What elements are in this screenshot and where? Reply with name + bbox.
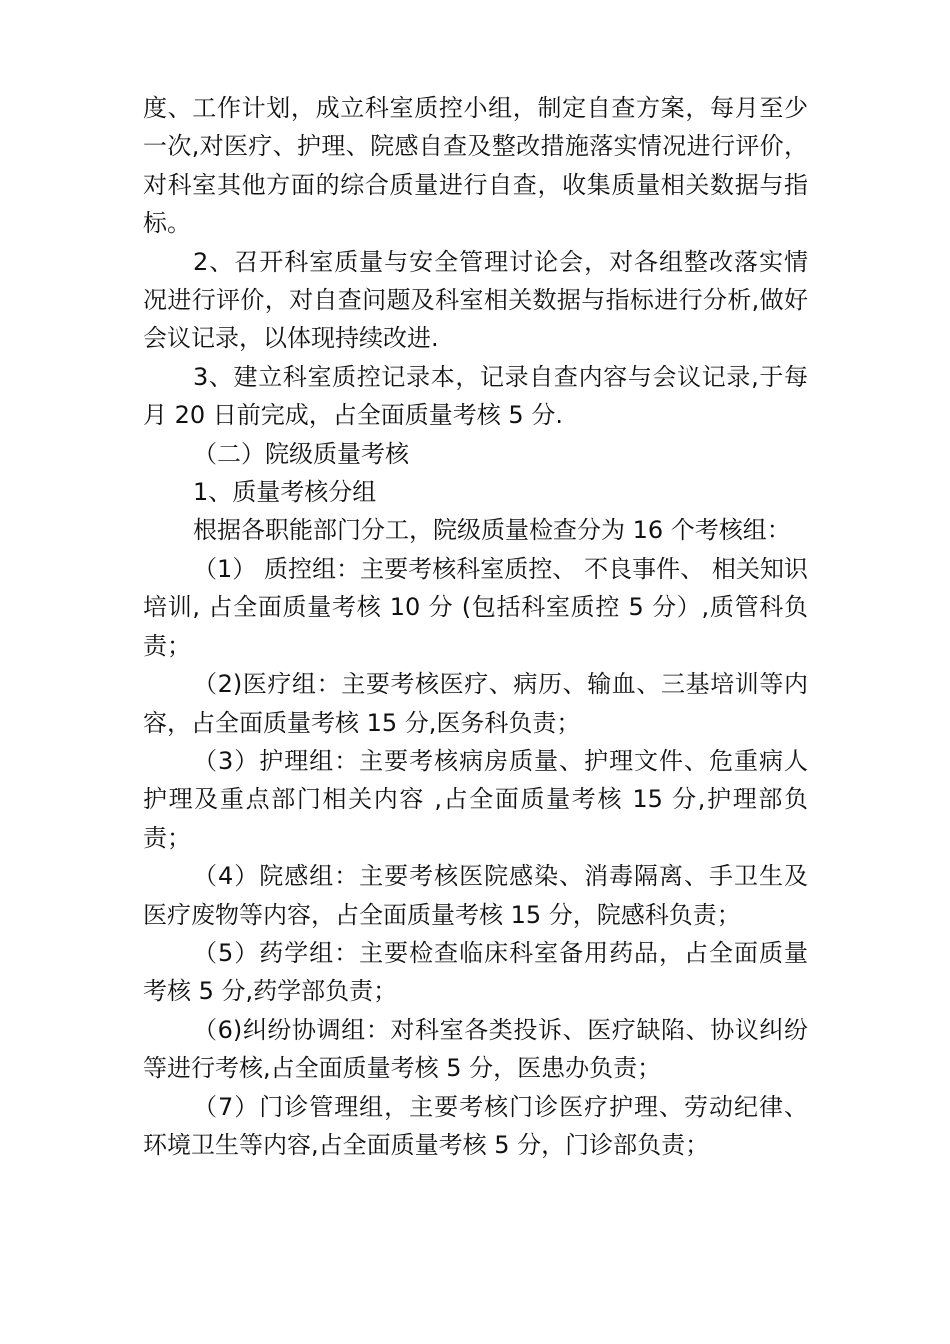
paragraph-group-count: 根据各职能部门分工，院级质量检查分为 16 个考核组：: [193, 516, 791, 545]
section-heading-hospital-level: （二）院级质量考核: [193, 439, 409, 468]
list-item-dispute-group: （6)纠纷协调组：对科室各类投诉、医疗缺陷、协议纠纷等进行考核,占全面质量考核 5 分，医患办负责；: [143, 1015, 808, 1083]
list-item-quality-control-group: （1） 质控组：主要考核科室质控、 不良事件、 相关知识培训, 占全面质量考核 10 分 (包括科室质控 5 分）,质管科负责；: [143, 554, 808, 660]
document-body: [143, 89, 808, 1164]
subheading-grouping: 1、质量考核分组: [193, 478, 377, 507]
paragraph-item-2-meeting: 2、召开科室质量与安全管理讨论会，对各组整改落实情况进行评价，对自查问题及科室相关数据与指标进行分析,做好会议记录，以体现持续改进.: [143, 247, 808, 353]
list-item-infection-group: （4）院感组：主要考核医院感染、消毒隔离、手卫生及医疗废物等内容，占全面质量考核 15 分，院感科负责；: [143, 862, 808, 929]
list-item-outpatient-group: （7）门诊管理组，主要考核门诊医疗护理、劳动纪律、环境卫生等内容,占全面质量考核 5 分，门诊部负责；: [143, 1092, 808, 1159]
list-item-nursing-group: （3）护理组：主要考核病房质量、护理文件、危重病人护理及重点部门相关内容 ,占全面质量考核 15 分,护理部负责；: [143, 746, 808, 852]
paragraph-intro-continuation: 度、工作计划，成立科室质控小组，制定自查方案，每月至少一次,对医疗、护理、院感自查及整改措施落实情况进行评价，对科室其他方面的综合质量进行自查，收集质量相关数据与指标。: [143, 94, 808, 238]
paragraph-item-3-record-book: 3、建立科室质控记录本，记录自查内容与会议记录,于每月 20 日前完成，占全面质量考核 5 分.: [143, 362, 808, 430]
list-item-pharmacy-group: （5）药学组：主要检查临床科室备用药品，占全面质量考核 5 分,药学部负责；: [143, 938, 808, 1006]
list-item-medical-group: （2)医疗组：主要考核医疗、病历、输血、三基培训等内容，占全面质量考核 15 分,医务科负责；: [143, 670, 808, 737]
